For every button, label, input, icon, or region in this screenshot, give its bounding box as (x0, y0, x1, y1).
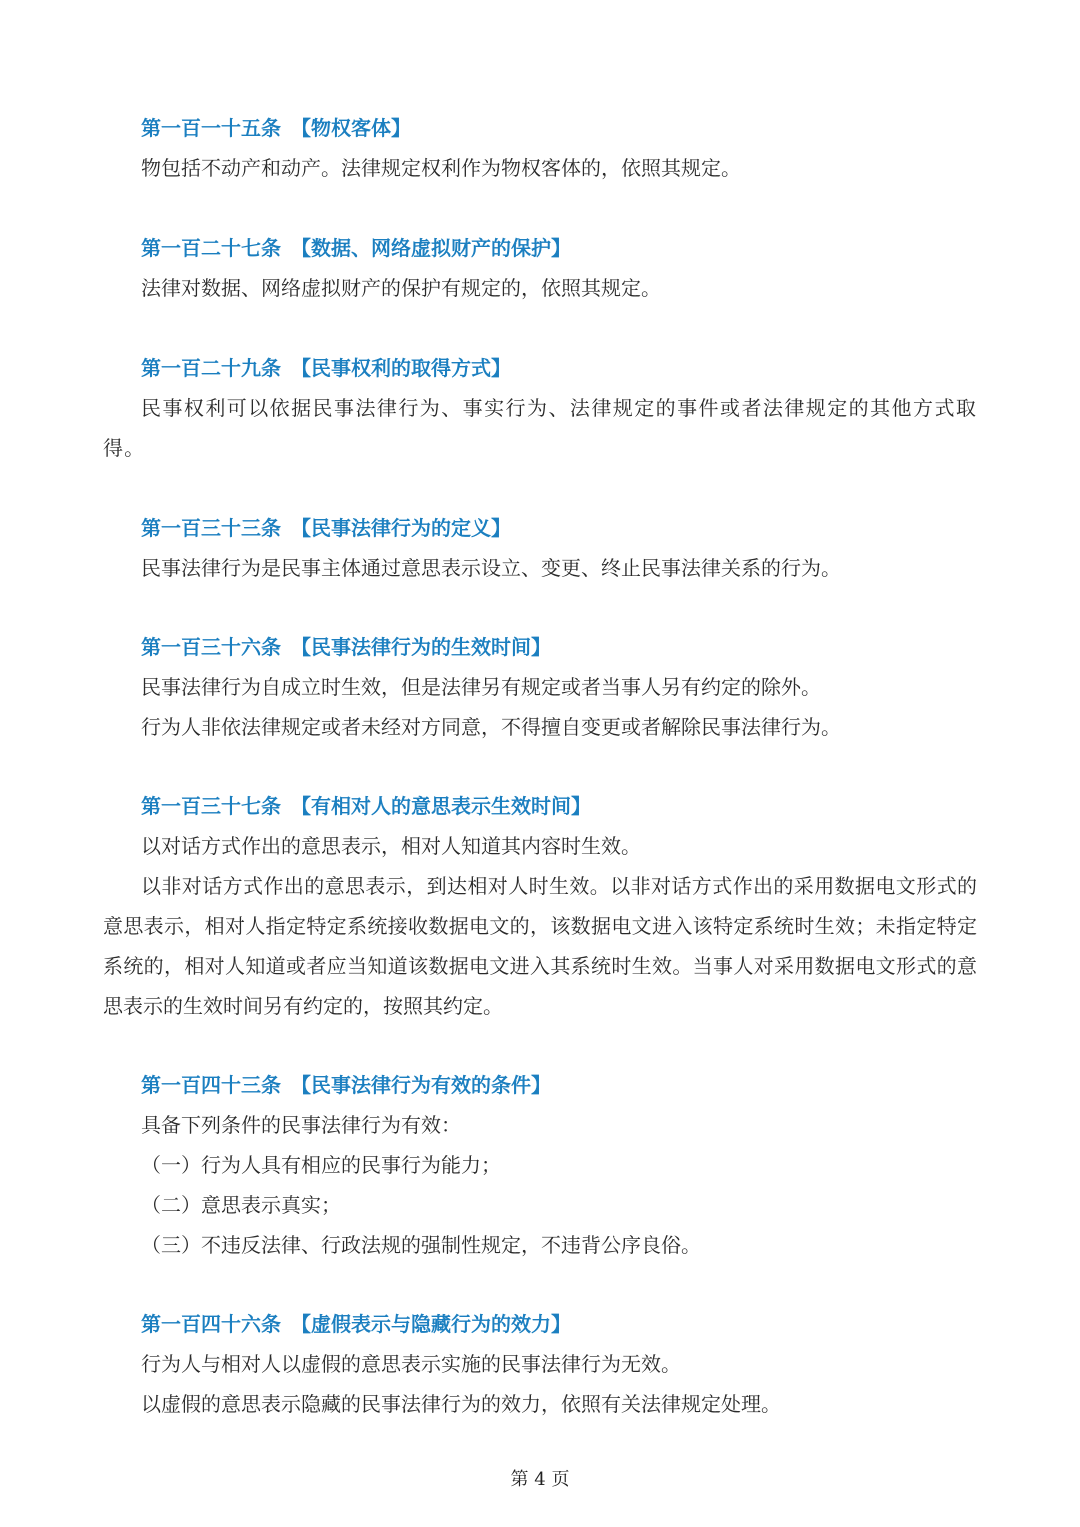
article-paragraph: 以对话方式作出的意思表示，相对人知道其内容时生效。 (141, 834, 641, 858)
article-title: 【民事法律行为的生效时间】 (291, 635, 551, 659)
article-paragraph: 民事权利可以依据民事法律行为、事实行为、法律规定的事件或者法律规定的其他方式取得。 (103, 396, 977, 460)
article-heading (141, 116, 411, 140)
article-heading (141, 236, 571, 260)
article-heading (141, 516, 511, 540)
article-paragraph: 物包括不动产和动产。法律规定权利作为物权客体的，依照其规定。 (141, 156, 741, 180)
article-title: 【虚假表示与隐藏行为的效力】 (291, 1312, 571, 1336)
article-heading (141, 1073, 551, 1097)
article-heading (141, 1312, 571, 1336)
article-heading (141, 635, 551, 659)
article-paragraph: 具备下列条件的民事法律行为有效： (141, 1113, 461, 1137)
article-paragraph: 民事法律行为是民事主体通过意思表示设立、变更、终止民事法律关系的行为。 (141, 556, 841, 580)
article-paragraph: 行为人非依法律规定或者未经对方同意，不得擅自变更或者解除民事法律行为。 (141, 715, 841, 739)
article-number: 第一百四十六条 (141, 1312, 281, 1336)
article-number: 第一百二十九条 (141, 356, 281, 380)
list-item: （二）意思表示真实； (141, 1193, 341, 1217)
list-item: （一）行为人具有相应的民事行为能力； (141, 1153, 501, 1177)
article-heading (141, 794, 591, 818)
article-paragraph: 民事法律行为自成立时生效，但是法律另有规定或者当事人另有约定的除外。 (141, 675, 821, 699)
article-title: 【数据、网络虚拟财产的保护】 (291, 236, 571, 260)
article-paragraph: 以非对话方式作出的意思表示，到达相对人时生效。以非对话方式作出的采用数据电文形式的意思表示，相对人指定特定系统接收数据电文的，该数据电文进入该特定系统时生效；未指定特定系统的，相对人知道或者应当知道该数据电文进入其系统时生效。当事人对采用数据电文形式的意思表示的生效时间另有约定的，按照其约定。 (103, 874, 977, 1018)
article-title: 【有相对人的意思表示生效时间】 (291, 794, 591, 818)
article-number: 第一百三十六条 (141, 635, 281, 659)
article-number: 第一百三十三条 (141, 516, 281, 540)
article-number: 第一百一十五条 (141, 116, 281, 140)
article-title: 【民事法律行为的定义】 (291, 516, 511, 540)
article-title: 【民事法律行为有效的条件】 (291, 1073, 551, 1097)
list-item: （三）不违反法律、行政法规的强制性规定，不违背公序良俗。 (141, 1233, 701, 1257)
article-number: 第一百二十七条 (141, 236, 281, 260)
article-title: 【物权客体】 (291, 116, 411, 140)
article-paragraph: 以虚假的意思表示隐藏的民事法律行为的效力，依照有关法律规定处理。 (141, 1392, 781, 1416)
article-title: 【民事权利的取得方式】 (291, 356, 511, 380)
article-paragraph: 行为人与相对人以虚假的意思表示实施的民事法律行为无效。 (141, 1352, 681, 1376)
article-heading (141, 356, 511, 380)
page-number: 第 4 页 (510, 1469, 570, 1490)
article-number: 第一百四十三条 (141, 1073, 281, 1097)
article-number: 第一百三十七条 (141, 794, 281, 818)
article-paragraph: 法律对数据、网络虚拟财产的保护有规定的，依照其规定。 (141, 276, 661, 300)
